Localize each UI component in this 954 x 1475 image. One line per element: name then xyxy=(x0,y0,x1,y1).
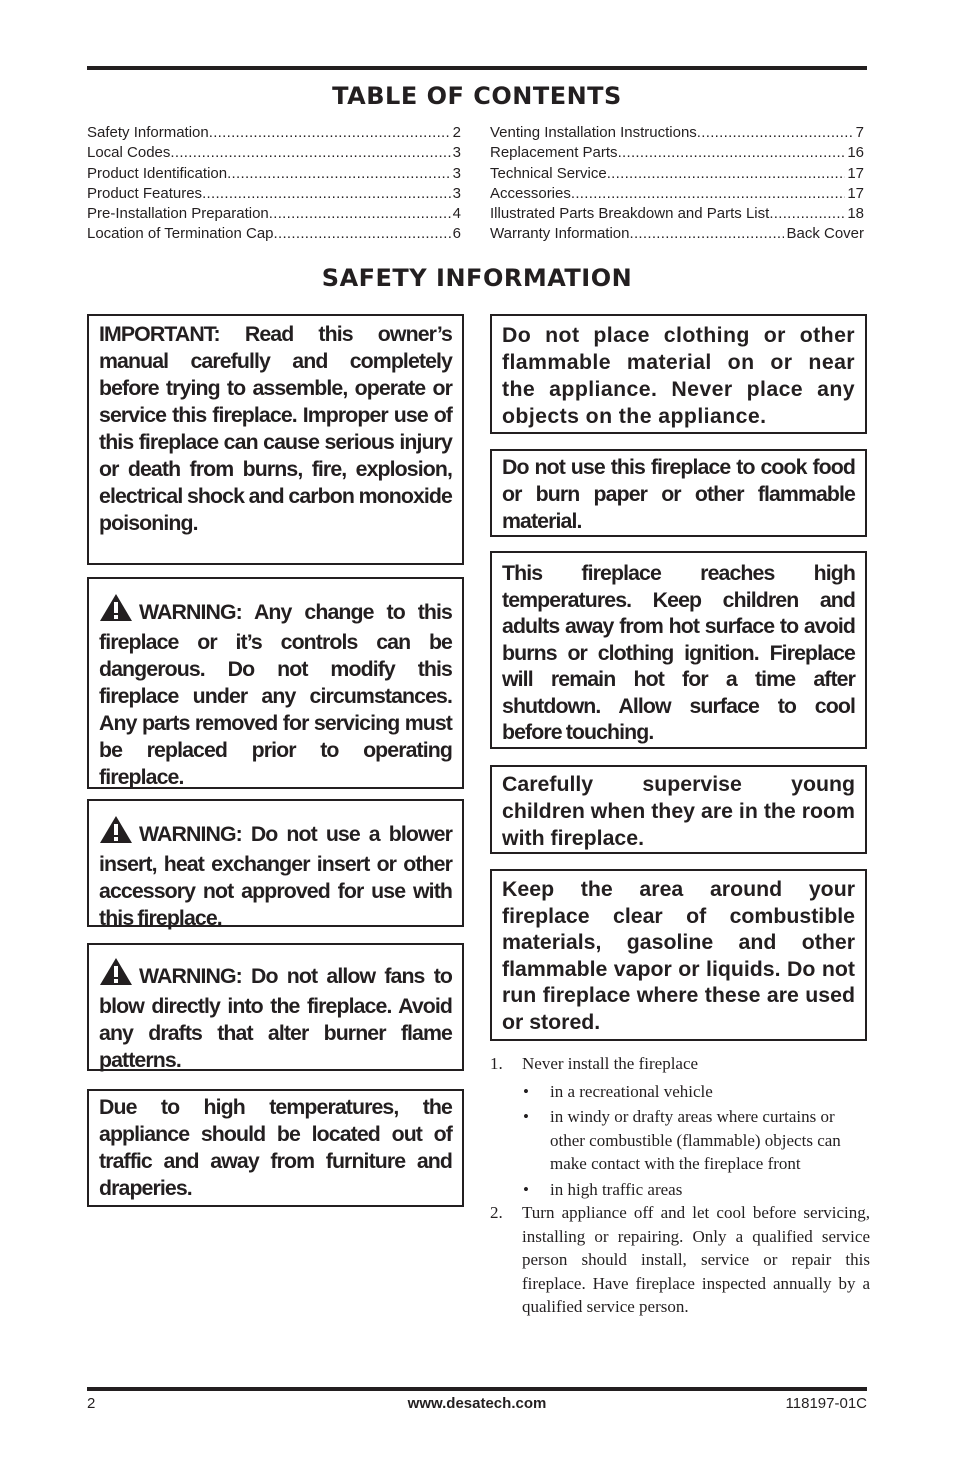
toc-entry[interactable]: Replacement Parts ..... 16 xyxy=(490,143,864,163)
toc-entry[interactable]: Illustrated Parts Breakdown and Parts List ..... 18 xyxy=(490,204,864,224)
supervise-text: Carefully supervise young children when they are in the room with fireplace. xyxy=(502,772,855,850)
toc-entry[interactable]: Accessories ..... 17 xyxy=(490,184,864,204)
toc-entry[interactable]: Location of Termination Cap ..... 6 xyxy=(87,224,461,244)
cook-box xyxy=(490,449,867,537)
warning-triangle-icon xyxy=(99,593,133,629)
temperatures-box xyxy=(87,1089,464,1207)
warning-blower-box xyxy=(87,799,464,930)
toc-title: TABLE OF CONTENTS xyxy=(332,82,622,110)
list-item: 1. Never install the fireplace xyxy=(490,1054,699,1073)
toc-entry[interactable]: Product Identification ..... 3 xyxy=(87,164,461,184)
clothing-text: Do not place clothing or other flammable material on or near the appliance. Never place any objects on the appliance. xyxy=(502,323,855,428)
bottom-rule xyxy=(87,1387,867,1391)
safety-title: SAFETY INFORMATION xyxy=(321,264,633,292)
bullet-item: • in windy or drafty areas where curtains or other combustible (flammable) objects can make contact with the fireplace front xyxy=(523,1107,841,1173)
toc-entry[interactable]: Safety Information ..... 2 xyxy=(87,123,461,143)
toc-entry[interactable]: Pre-Installation Preparation ..... 4 xyxy=(87,204,461,224)
warning-triangle-icon xyxy=(99,815,133,851)
cook-text: Do not use this fireplace to cook food or burn paper or other flammable material. xyxy=(502,455,855,533)
toc-left-column xyxy=(87,123,461,245)
toc-entry[interactable]: Product Features ..... 3 xyxy=(87,184,461,204)
supervise-box xyxy=(490,765,867,854)
important-notice-box xyxy=(87,314,464,565)
toc-entry[interactable]: Warranty Information ..... Back Cover xyxy=(490,224,864,244)
warning-fans-text: WARNING: Do not allow fans to blow directly into the fireplace. Avoid any drafts that alter burner flame patterns. xyxy=(99,964,452,1072)
toc-entry[interactable]: Venting Installation Instructions ..... 7 xyxy=(490,123,864,143)
bullet-item: • in high traffic areas xyxy=(523,1179,683,1199)
warning-fans-box xyxy=(87,943,464,1071)
clothing-box xyxy=(490,314,867,434)
warning-modify-box xyxy=(87,577,464,789)
warning-triangle-icon xyxy=(99,957,133,993)
list-item: 2. Turn appliance off and let cool before servicing, installing or repairing. Only a qualified service person should install, service or repair this fireplace. Have fireplace inspected annually by a qualified service person. xyxy=(490,1203,870,1316)
important-notice-text: IMPORTANT: Read this owner’s manual carefully and completely before trying to assemble, operate or service this fireplace. Improper use of this fireplace can cause serious injury or death from burns, fire, explosion, electrical shock and carbon monoxide poisoning. xyxy=(99,322,452,535)
hot-surface-text: This fireplace reaches high temperatures. Keep children and adults away from hot surface to avoid burns or clothing ignition. Fireplace will remain hot for a time after shutdown. Allow surface to cool before touching. xyxy=(502,561,855,744)
warning-blower-text: WARNING: Do not use a blower insert, heat exchanger insert or other accessory not approved for use with this fireplace. xyxy=(99,822,452,930)
top-rule xyxy=(87,66,867,70)
website-link[interactable]: www.desatech.com xyxy=(407,1395,547,1412)
bullet-item: • in a recreational vehicle xyxy=(523,1081,713,1101)
clear-area-text: Keep the area around your fireplace clear of combustible materials, gasoline and other flammable vapor or liquids. Do not run fireplace where these are used or stored. xyxy=(502,877,855,1034)
clear-area-box xyxy=(490,869,867,1041)
toc-entry[interactable]: Local Codes ..... 3 xyxy=(87,143,461,163)
toc-entry[interactable]: Technical Service ..... 17 xyxy=(490,164,864,184)
temperatures-text: Due to high temperatures, the appliance should be located out of traffic and away from furniture and draperies. xyxy=(99,1095,452,1200)
hot-surface-box xyxy=(490,551,867,749)
page-number: 2 xyxy=(87,1395,96,1412)
warning-modify-text: WARNING: Any change to this fireplace or it’s controls can be dangerous. Do not modify this fireplace under any circumstances. Any parts removed for servicing must be replaced prior to operating fireplace. xyxy=(99,600,452,789)
toc-right-column xyxy=(490,123,864,245)
installation-list xyxy=(490,1052,870,1319)
document-number: 118197-01C xyxy=(785,1395,867,1412)
